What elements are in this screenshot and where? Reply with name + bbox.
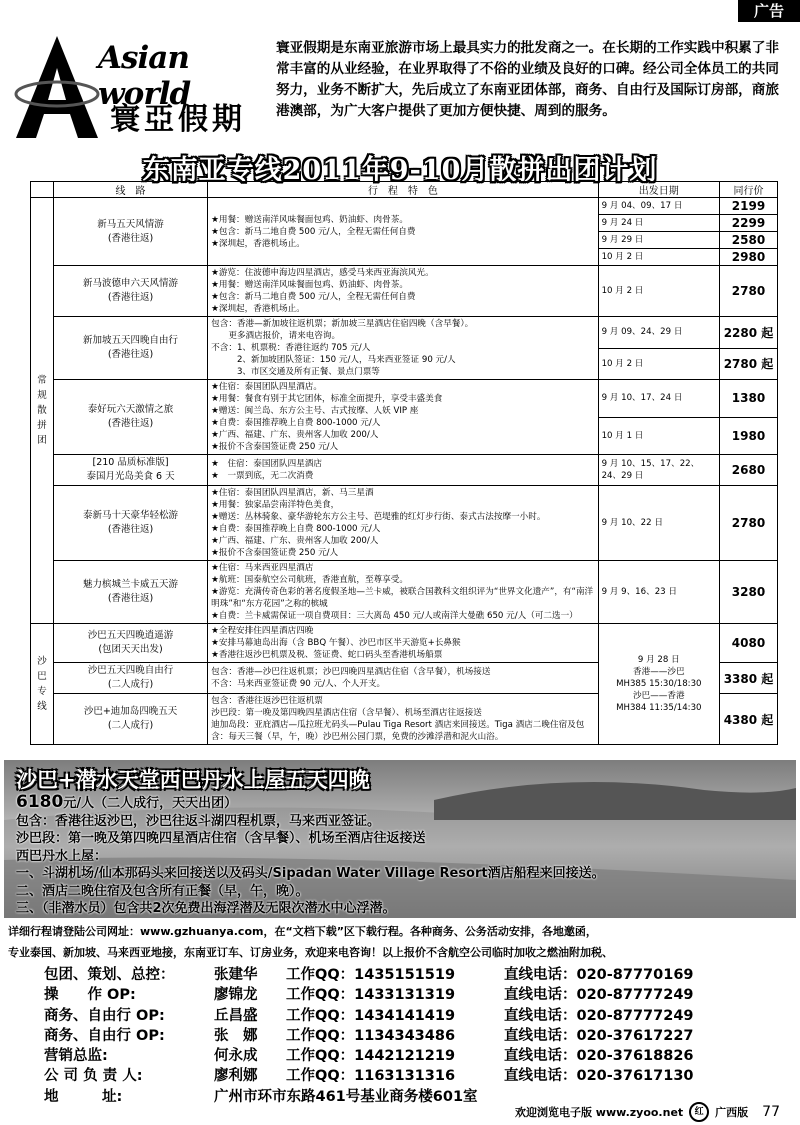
contact-role: 商务、自由行 OP: bbox=[44, 1007, 165, 1024]
feature-line: 不含：1、机票税：香港往返约 705 元/人 bbox=[211, 343, 371, 353]
contact-row bbox=[44, 1066, 764, 1086]
contact-tel: 直线电话：020-37618826 bbox=[504, 1048, 694, 1065]
contact-name: 张 娜 bbox=[214, 1027, 258, 1044]
contact-tel: 直线电话：020-87777249 bbox=[504, 1007, 694, 1024]
price-cell: 3280 bbox=[719, 561, 777, 624]
feature-line: ★游览：充满传奇色彩的著名度假圣地—兰卡威，被联合国教科文组织评为“世界文化遗产”，有“南洋明珠”和“东方花园”之称的槟城 bbox=[211, 587, 594, 609]
flight-info-line: MH384 11:35/14:30 bbox=[616, 703, 702, 713]
route-features bbox=[208, 198, 598, 266]
footer-edition: 广西版 bbox=[715, 1106, 749, 1119]
price-cell: 2280 起 bbox=[719, 317, 777, 349]
route-features bbox=[208, 455, 598, 486]
feature-line: ★航班：国泰航空公司航班，香港直航，至尊享受。 bbox=[211, 575, 408, 585]
feature-line: 沙巴段：第一晚及第四晚四星酒店住宿（含早餐）、机场至酒店往返接送 bbox=[211, 708, 482, 718]
feature-line: ★游览：住波德申海边四星酒店，感受马来西亚海滨风光。 bbox=[211, 268, 434, 278]
header-route: 线 路 bbox=[53, 182, 207, 198]
package-line: 包含：香港往返沙巴，沙巴往返斗湖四程机票，马来西亚签证。 bbox=[16, 813, 381, 829]
company-logo bbox=[14, 34, 270, 144]
departure-date: 9 月 09、24、29 日 bbox=[598, 317, 719, 349]
contact-name: 张建华 bbox=[214, 967, 258, 983]
intro-company: 寰亚假期 bbox=[276, 40, 331, 56]
contact-qq: 工作QQ：1433131319 bbox=[286, 987, 456, 1004]
header-date: 出发日期 bbox=[598, 182, 719, 198]
flight-info-line: MH385 15:30/18:30 bbox=[616, 679, 702, 689]
contact-note bbox=[8, 921, 794, 963]
departure-date: 9 月 04、09、17 日 bbox=[598, 198, 719, 215]
contact-role: 地 址: bbox=[44, 1088, 123, 1105]
route-name: 泰新马十天豪华轻松游 (香港往返) bbox=[53, 486, 207, 561]
table-body bbox=[31, 198, 778, 745]
feature-line: ★深圳起，香港机场止。 bbox=[211, 238, 305, 249]
package-line: 二、酒店二晚住宿及包含所有正餐（早，午，晚）。 bbox=[16, 883, 309, 899]
route-features bbox=[208, 486, 598, 561]
price-cell: 2580 bbox=[719, 232, 777, 249]
contact-name: 丘昌盛 bbox=[214, 1007, 258, 1024]
route-name: 沙巴+迪加岛四晚五天 (二人成行) bbox=[53, 694, 207, 745]
price-cell: 3380 起 bbox=[719, 663, 777, 694]
feature-line: ★赠送：丛林骑象、豪华游轮东方公主号、芭堤雅的红灯步行街、泰式古法按摩一小时。 bbox=[211, 512, 546, 522]
route-name: 沙巴五天四晚逍遥游 (包团天天出发) bbox=[53, 624, 207, 663]
feature-line: ★广西、福建、广东、贵州客人加收 200/人 bbox=[211, 430, 379, 440]
feature-line: ★住宿：泰国团队四星酒店。 bbox=[211, 382, 322, 392]
feature-line: ★报价不含泰国签证费 250 元/人 bbox=[211, 442, 339, 452]
package-details bbox=[16, 794, 776, 918]
schedule-banner: 东南亚专线2011年9-10月散拼出团计划 bbox=[142, 155, 658, 186]
feature-line: ★用餐：赠送南洋风味餐面包鸡、奶油虾、肉骨茶。 bbox=[211, 214, 408, 225]
feature-line: ★深圳起，香港机场止。 bbox=[211, 304, 305, 314]
departure-date: 9 月 10、17、24 日 bbox=[598, 380, 719, 418]
header-features: 行 程 特 色 bbox=[208, 182, 598, 198]
sabah-package-photo bbox=[4, 760, 796, 918]
package-line: 沙巴段：第一晚及第四晚四星酒店住宿（含早餐）、机场至酒店往返接送 bbox=[16, 831, 426, 846]
departure-date: 9 月 10、22 日 bbox=[598, 486, 719, 561]
feature-line: 2、新加坡团队签证：150 元/人，马来西亚签证 90 元/人 bbox=[211, 355, 456, 365]
route-features bbox=[208, 624, 598, 663]
package-title: 沙巴+潜水天堂西巴丹水上屋五天四晚 bbox=[16, 768, 370, 792]
departure-date: 10 月 2 日 bbox=[598, 249, 719, 266]
schedule-table bbox=[30, 181, 778, 745]
table-row bbox=[31, 266, 778, 317]
contact-row bbox=[44, 985, 764, 1005]
package-price-line bbox=[16, 794, 776, 813]
departure-date: 9 月 24 日 bbox=[598, 215, 719, 232]
feature-line: ★自费：兰卡威需保证一项自费项目：三大离岛 450 元/人或南洋大曼礁 650 元/人（可二选一） bbox=[211, 611, 578, 621]
feature-line: ★住宿：泰国团队四星酒店，新、马三星酒 bbox=[211, 488, 374, 498]
departure-date: 9 月 29 日 bbox=[598, 232, 719, 249]
header-price: 同行价 bbox=[719, 182, 777, 198]
feature-line: 包含：香港—沙巴往返机票；沙巴四晚四星酒店住宿（含早餐），机场接送 bbox=[211, 667, 491, 677]
feature-line: ★住宿：马来西亚四星酒店 bbox=[211, 563, 314, 573]
table-row bbox=[31, 561, 778, 624]
contact-role: 包团、策划、总控： bbox=[44, 967, 175, 983]
route-features bbox=[208, 663, 598, 694]
route-features bbox=[208, 317, 598, 380]
price-cell: 2780 bbox=[719, 486, 777, 561]
price-cell: 2299 bbox=[719, 215, 777, 232]
contacts-list bbox=[44, 965, 764, 1107]
contact-role: 商务、自由行 OP: bbox=[44, 1027, 165, 1044]
category-cell: 沙巴专线 bbox=[31, 624, 54, 745]
feature-line: ★香港往返沙巴机票及税、签证费、蛇口码头至香港机场船票 bbox=[211, 650, 443, 660]
package-line: 西巴丹水上屋： bbox=[16, 848, 108, 864]
route-name: [210 品质标准版] 泰国月光岛美食 6 天 bbox=[53, 455, 207, 486]
feature-line: 不含：马来西亚签证费 90 元/人、个人开支。 bbox=[211, 679, 386, 689]
feature-line: 3、市区交通及所有正餐、景点门票等 bbox=[211, 367, 380, 377]
route-name: 新马五天风情游 (香港往返) bbox=[53, 198, 207, 266]
price-cell: 1380 bbox=[719, 380, 777, 418]
table-row bbox=[31, 486, 778, 561]
feature-line: ★赠送：闽兰岛、东方公主号、古式按摩、人妖 VIP 座 bbox=[211, 406, 419, 416]
contact-name: 何永成 bbox=[214, 1048, 258, 1065]
feature-line: ★ 一票到底，无二次消费 bbox=[211, 471, 314, 481]
price-cell: 4080 bbox=[719, 624, 777, 663]
table-row bbox=[31, 624, 778, 663]
contact-role: 公 司 负 责 人: bbox=[44, 1068, 143, 1085]
footer-text: 欢迎浏览电子版 www.zyoo.net bbox=[514, 1106, 684, 1119]
contact-qq: 工作QQ：1134343486 bbox=[286, 1027, 456, 1044]
price-cell: 2780 起 bbox=[719, 348, 777, 380]
feature-line: ★报价不含泰国签证费 250 元/人 bbox=[211, 548, 339, 558]
route-features bbox=[208, 266, 598, 317]
route-features bbox=[208, 694, 598, 745]
logo-a-icon bbox=[14, 34, 100, 142]
flight-info-line: 沙巴——香港 bbox=[633, 691, 685, 701]
flight-info-line: 9 月 28 日 bbox=[637, 655, 680, 665]
feature-line: ★全程安排住四星酒店四晚 bbox=[211, 626, 314, 636]
package-line: 三、（非潜水员）包含共2次免费出海浮潜及无限次潜水中心浮潜。 bbox=[16, 901, 396, 916]
flight-info-line: 香港——沙巴 bbox=[633, 667, 685, 677]
ad-tag: 广告 bbox=[738, 0, 800, 22]
contact-row bbox=[44, 1046, 764, 1066]
feature-line: 更多酒店报价，请来电咨询。 bbox=[211, 331, 341, 341]
contact-qq: 工作QQ：1163131316 bbox=[286, 1068, 456, 1085]
contact-row bbox=[44, 965, 764, 985]
package-price-suffix: 元/人（二人成行，天天出团） bbox=[63, 796, 238, 811]
price-cell: 1980 bbox=[719, 417, 777, 455]
route-name: 魅力槟城兰卡威五天游 (香港往返) bbox=[53, 561, 207, 624]
feature-line: ★ 住宿：泰国团队四星酒店 bbox=[211, 459, 322, 469]
contact-tel: 直线电话：020-87770169 bbox=[504, 967, 694, 983]
route-features bbox=[208, 380, 598, 455]
feature-line: ★自费：泰国推荐晚上自费 800-1000 元/人 bbox=[211, 524, 381, 534]
contact-role: 操 作 OP: bbox=[44, 987, 136, 1004]
table-header-row bbox=[31, 182, 778, 198]
route-name: 沙巴五天四晚自由行 (二人成行) bbox=[53, 663, 207, 694]
feature-line: ★用餐：赠送南洋风味餐面包鸡、奶油虾、肉骨茶。 bbox=[211, 280, 408, 290]
feature-line: ★包含：新马二地自费 500 元/人，全程无需任何自费 bbox=[211, 226, 416, 237]
contact-row bbox=[44, 1026, 764, 1046]
package-price: 6180 bbox=[16, 792, 64, 812]
price-cell: 2680 bbox=[719, 455, 777, 486]
contact-role: 营销总监: bbox=[44, 1048, 108, 1065]
category-cell: 常规散拼团 bbox=[31, 198, 54, 624]
feature-line: 包含：香港—新加坡往返机票；新加坡三星酒店住宿四晚（含早餐）。 bbox=[211, 319, 474, 329]
contact-note-line: 详细行程请登陆公司网址：www.gzhuanya.com，在“文档下载”区下载行程。各种商务、公务活动安排，各地邀函， bbox=[8, 925, 597, 938]
feature-line: 包含：香港往返沙巴往返机票 bbox=[211, 696, 323, 706]
contact-name: 广州市环市东路461号基业商务楼601室 bbox=[214, 1088, 478, 1105]
feature-line: ★自费：泰国推荐晚上自费 800-1000 元/人 bbox=[211, 418, 381, 428]
intro-text: 是东南亚旅游市场上最具实力的批发商之一。在长期的工作实践中积累了非常丰富的从业经验，在业界取得了不俗的业绩及良好的口碑。经公司全体员工的共同努力，业务不断扩大，先后成立了东南亚团体部，商务、自由行及国际订房部，商旅港澳部，为广大客户提供了更加方便快捷、周到的服务。 bbox=[276, 40, 779, 119]
contact-name: 廖利娜 bbox=[214, 1068, 258, 1085]
feature-line: ★安排马幕迪岛出海（含 BBQ 午餐）、沙巴市区半天游览+长鼻猴 bbox=[211, 638, 461, 648]
contact-qq: 工作QQ：1442121219 bbox=[286, 1048, 456, 1065]
contact-qq: 工作QQ：1435151519 bbox=[286, 967, 456, 983]
departure-date: 9 月 9、16、23 日 bbox=[598, 561, 719, 624]
contact-row bbox=[44, 1006, 764, 1026]
route-name: 泰好玩六天激情之旅 (香港往返) bbox=[53, 380, 207, 455]
departure-date: 9 月 10、15、17、22、24、29 日 bbox=[598, 455, 719, 486]
logo-brand: Asian world bbox=[98, 40, 191, 112]
price-cell: 2780 bbox=[719, 266, 777, 317]
magazine-logo-icon: 红 bbox=[689, 1102, 709, 1122]
route-features bbox=[208, 561, 598, 624]
price-cell: 4380 起 bbox=[719, 694, 777, 745]
contact-tel: 直线电话：020-87777249 bbox=[504, 987, 694, 1004]
feature-line: ★用餐：餐食有别于其它团体，标准全面提升，享受丰盛美食 bbox=[211, 394, 443, 404]
contact-name: 廖锦龙 bbox=[214, 987, 258, 1004]
route-name: 新马波德申六天风情游 (香港往返) bbox=[53, 266, 207, 317]
table-row bbox=[31, 317, 778, 349]
feature-line: 迪加岛段：亚庇酒店—瓜拉班尤码头—Pulau Tiga Resort 酒店来回接送。Tiga 酒店二晚住宿及包含：每天三餐（早，午，晚）沙巴州公园门票，免费的沙滩浮潜和泥火山浴。 bbox=[211, 720, 585, 742]
contact-note-line: 专业泰国、新加坡、马来西亚地接，东南亚订车、订房业务，欢迎来电咨询！以上报价不含航空公司临时加收之燃油附加税、 bbox=[8, 946, 613, 959]
departure-date: 10 月 2 日 bbox=[598, 266, 719, 317]
page-footer bbox=[515, 1102, 780, 1122]
contact-tel: 直线电话：020-37617130 bbox=[504, 1068, 694, 1085]
logo-cn-name: 寰亞假期 bbox=[110, 102, 246, 137]
table-row bbox=[31, 380, 778, 418]
price-cell: 2199 bbox=[719, 198, 777, 215]
package-line: 一、斗湖机场/仙本那码头来回接送以及码头/Sipadan Water Village Resort酒店船程来回接送。 bbox=[16, 866, 605, 881]
feature-line: ★包含：新马二地自费 500 元/人，全程无需任何自费 bbox=[211, 292, 416, 302]
feature-line: ★用餐：独家品尝南洋特色美食， bbox=[211, 500, 340, 510]
contact-qq: 工作QQ：1434141419 bbox=[286, 1007, 456, 1024]
route-name: 新加坡五天四晚自由行 (香港往返) bbox=[53, 317, 207, 380]
table-row bbox=[31, 198, 778, 215]
feature-line: ★广西、福建、广东、贵州客人加收 200/人 bbox=[211, 536, 379, 546]
sabah-flight-dates bbox=[598, 624, 719, 745]
table-row bbox=[31, 455, 778, 486]
contact-tel: 直线电话：020-37617227 bbox=[504, 1027, 694, 1044]
company-intro bbox=[276, 38, 792, 122]
departure-date: 10 月 1 日 bbox=[598, 417, 719, 455]
page-number: 77 bbox=[762, 1104, 780, 1120]
departure-date: 10 月 2 日 bbox=[598, 348, 719, 380]
price-cell: 2980 bbox=[719, 249, 777, 266]
